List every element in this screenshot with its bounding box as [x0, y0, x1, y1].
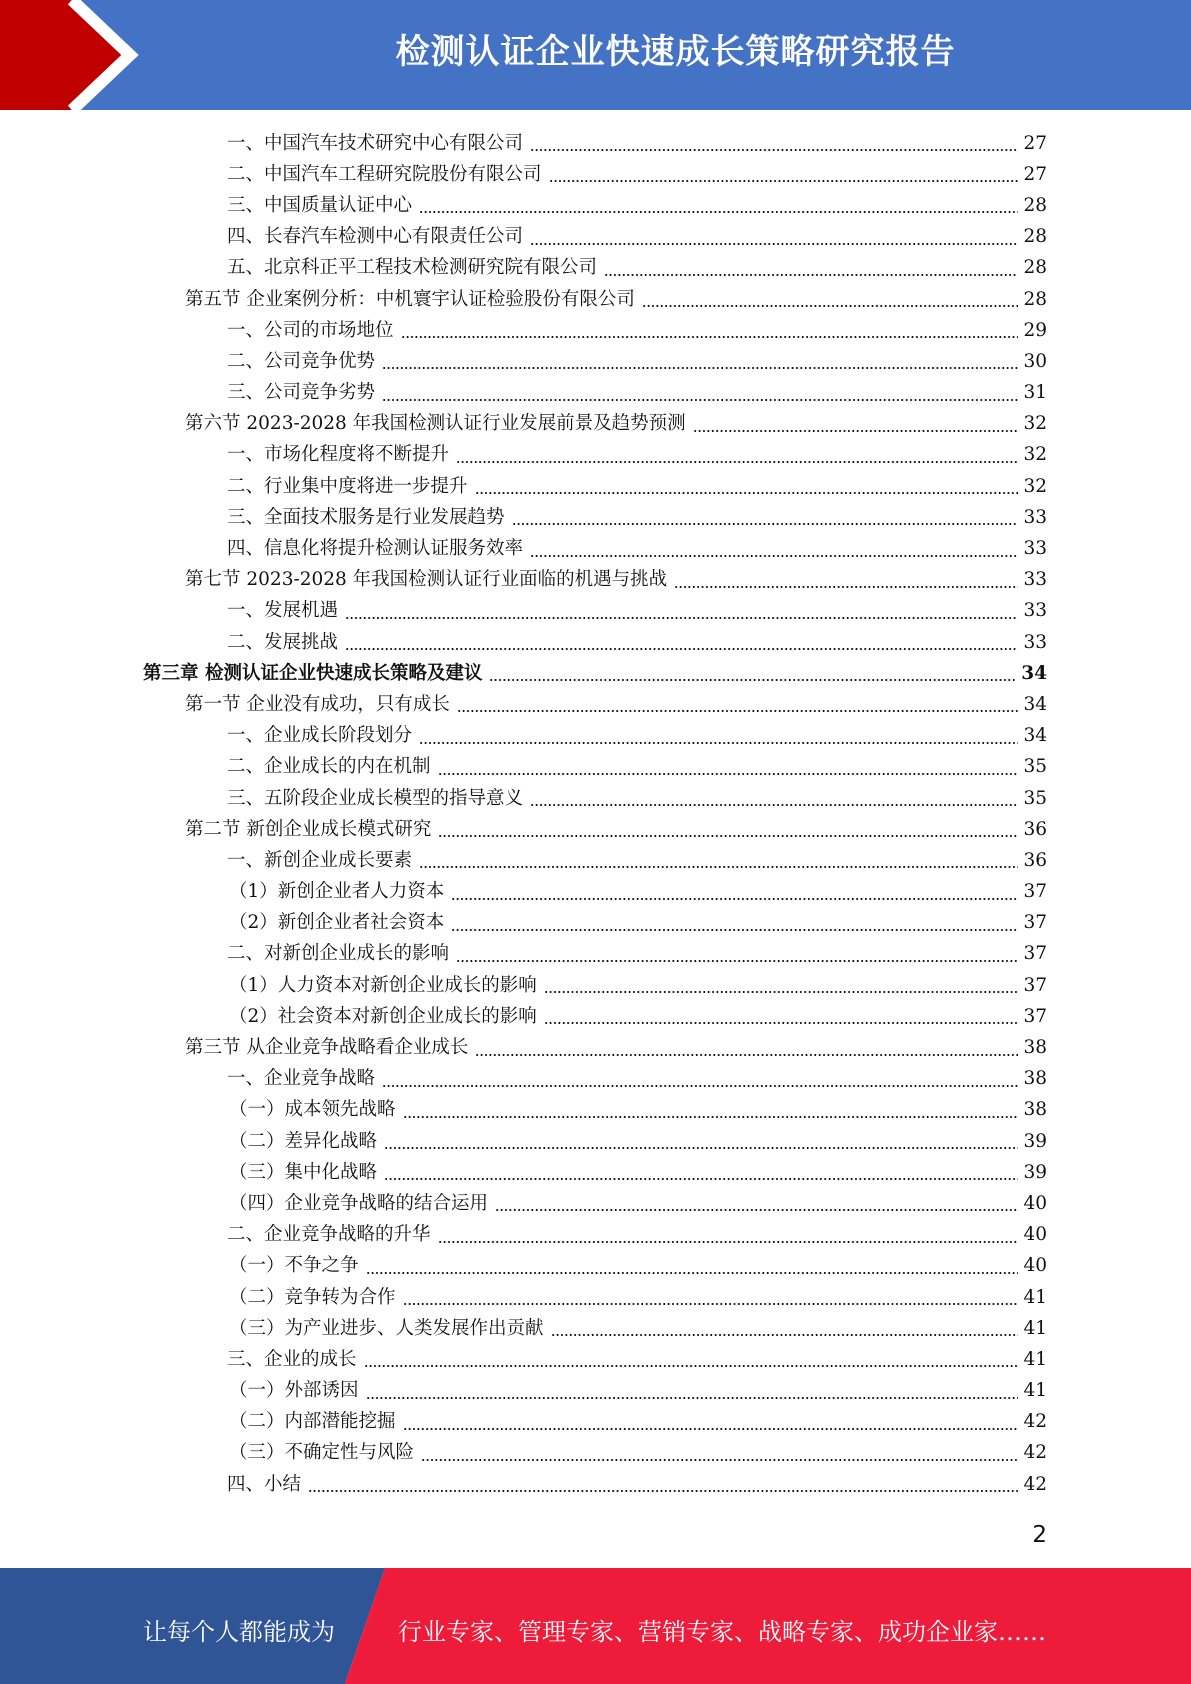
toc-subsection-entry[interactable] — [0, 222, 1191, 253]
dot-leader — [403, 1303, 1019, 1305]
toc-entry-page: 33 — [1023, 506, 1047, 528]
page-number: 2 — [1032, 1522, 1047, 1548]
toc-entry-page: 41 — [1023, 1348, 1047, 1370]
toc-entry-title: （三）为产业进步、人类发展作出贡献 — [229, 1318, 548, 1340]
toc-entry-page: 33 — [1023, 631, 1047, 653]
toc-entry-page: 38 — [1023, 1099, 1047, 1121]
dot-leader — [475, 492, 1019, 494]
toc-entry-title: 二、公司竞争优势 — [227, 351, 379, 373]
toc-entry-title: （二）内部潜能挖掘 — [229, 1411, 400, 1433]
toc-subsection-entry[interactable] — [0, 440, 1191, 471]
dot-leader — [438, 1241, 1019, 1243]
dot-leader — [495, 1209, 1018, 1211]
toc-entry-title: 一、公司的市场地位 — [227, 320, 398, 342]
toc-subsection-entry[interactable] — [0, 471, 1191, 502]
toc-section-entry[interactable] — [0, 284, 1191, 315]
toc-subsection-entry[interactable] — [0, 1220, 1191, 1251]
document-title: 检测认证企业快速成长策略研究报告 — [395, 32, 956, 72]
toc-chapter-entry[interactable] — [0, 658, 1191, 689]
dot-leader — [384, 1178, 1018, 1180]
toc-subsection-entry[interactable] — [0, 1188, 1191, 1219]
toc-entry-title: 二、中国汽车工程研究院股份有限公司 — [227, 164, 546, 186]
toc-subsection-entry[interactable] — [0, 1251, 1191, 1282]
toc-entry-title: 五、北京科正平工程技术检测研究院有限公司 — [227, 257, 601, 279]
toc-section-entry[interactable] — [0, 409, 1191, 440]
dot-leader — [364, 1365, 1019, 1367]
toc-entry-title: （二）竞争转为合作 — [229, 1287, 400, 1309]
toc-entry-title: 二、对新创企业成长的影响 — [227, 943, 453, 965]
toc-entry-page: 34 — [1023, 725, 1047, 747]
toc-entry-title: 一、中国汽车技术研究中心有限公司 — [227, 133, 527, 155]
dot-leader — [544, 991, 1019, 993]
toc-subsection-entry[interactable] — [0, 939, 1191, 970]
toc-entry-page: 41 — [1023, 1286, 1047, 1308]
dot-leader — [456, 461, 1018, 463]
toc-entry-page: 35 — [1023, 756, 1047, 778]
toc-entry-page: 37 — [1023, 881, 1047, 903]
toc-subsection-entry[interactable] — [0, 502, 1191, 533]
dot-leader — [345, 648, 1018, 650]
dot-leader — [419, 742, 1018, 744]
dot-leader — [551, 1334, 1019, 1336]
toc-subsection-entry[interactable] — [0, 1001, 1191, 1032]
dot-leader — [530, 804, 1018, 806]
dot-leader — [366, 1272, 1019, 1274]
toc-subsection-entry[interactable] — [0, 1438, 1191, 1469]
dot-leader — [382, 367, 1018, 369]
toc-section-entry[interactable] — [0, 814, 1191, 845]
toc-subsection-entry[interactable] — [0, 1469, 1191, 1500]
toc-entry-page: 37 — [1023, 912, 1047, 934]
toc-entry-title: 三、公司竞争劣势 — [227, 382, 379, 404]
toc-entry-title: （一）外部诱因 — [229, 1380, 363, 1402]
toc-entry-page: 33 — [1023, 538, 1047, 560]
toc-subsection-entry[interactable] — [0, 1282, 1191, 1313]
toc-entry-page: 33 — [1023, 569, 1047, 591]
toc-entry-title: 一、企业成长阶段划分 — [227, 725, 416, 747]
toc-subsection-entry[interactable] — [0, 1126, 1191, 1157]
toc-subsection-entry[interactable] — [0, 908, 1191, 939]
dot-leader — [419, 211, 1018, 213]
toc-subsection-entry[interactable] — [0, 378, 1191, 409]
toc-entry-page: 40 — [1023, 1255, 1047, 1277]
toc-entry-page: 32 — [1023, 475, 1047, 497]
toc-entry-title: 二、发展挑战 — [227, 632, 342, 654]
toc-entry-page: 34 — [1023, 693, 1047, 715]
dot-leader — [403, 1428, 1019, 1430]
dot-leader — [549, 180, 1019, 182]
dot-leader — [382, 399, 1018, 401]
toc-entry-page: 28 — [1023, 288, 1047, 310]
dot-leader — [489, 679, 1016, 681]
dot-leader — [345, 617, 1018, 619]
toc-subsection-entry[interactable] — [0, 1407, 1191, 1438]
toc-subsection-entry[interactable] — [0, 877, 1191, 908]
toc-entry-page: 39 — [1023, 1130, 1047, 1152]
toc-subsection-entry[interactable] — [0, 190, 1191, 221]
toc-entry-title: （二）差异化战略 — [229, 1131, 381, 1153]
toc-entry-page: 33 — [1023, 600, 1047, 622]
dot-leader — [456, 960, 1018, 962]
toc-entry-title: 二、企业成长的内在机制 — [227, 756, 435, 778]
toc-entry-title: 一、发展机遇 — [227, 600, 342, 622]
dot-leader — [438, 835, 1018, 837]
toc-entry-title: （一）成本领先战略 — [229, 1099, 400, 1121]
toc-subsection-entry[interactable] — [0, 159, 1191, 190]
toc-section-entry[interactable] — [0, 565, 1191, 596]
toc-entry-title: 三、五阶段企业成长模型的指导意义 — [227, 788, 527, 810]
toc-subsection-entry[interactable] — [0, 752, 1191, 783]
toc-subsection-entry[interactable] — [0, 627, 1191, 658]
toc-entry-page: 39 — [1023, 1161, 1047, 1183]
toc-entry-title: 第二节 新创企业成长模式研究 — [185, 819, 435, 841]
toc-entry-page: 30 — [1023, 350, 1047, 372]
toc-entry-title: 四、信息化将提升检测认证服务效率 — [227, 538, 527, 560]
dot-leader — [693, 430, 1019, 432]
toc-subsection-entry[interactable] — [0, 1376, 1191, 1407]
dot-leader — [419, 866, 1018, 868]
dot-leader — [544, 1022, 1019, 1024]
toc-entry-page: 31 — [1023, 382, 1047, 404]
toc-entry-page: 27 — [1023, 163, 1047, 185]
dot-leader — [604, 274, 1018, 276]
toc-entry-title: （1）人力资本对新创企业成长的影响 — [229, 975, 541, 997]
toc-entry-title: （三）不确定性与风险 — [229, 1442, 418, 1464]
toc-entry-page: 37 — [1023, 943, 1047, 965]
toc-entry-title: 一、新创企业成长要素 — [227, 850, 416, 872]
toc-entry-title: 第三章 检测认证企业快速成长策略及建议 — [143, 663, 486, 685]
dot-leader — [451, 898, 1018, 900]
toc-entry-page: 40 — [1023, 1224, 1047, 1246]
page-footer — [0, 1568, 1191, 1684]
toc-entry-title: （四）企业竞争战略的结合运用 — [229, 1193, 492, 1215]
toc-entry-page: 32 — [1023, 413, 1047, 435]
toc-entry-title: （2）社会资本对新创企业成长的影响 — [229, 1006, 541, 1028]
dot-leader — [421, 1459, 1018, 1461]
dot-leader — [384, 1147, 1018, 1149]
toc-entry-title: 三、企业的成长 — [227, 1349, 361, 1371]
toc-entry-page: 28 — [1023, 226, 1047, 248]
dot-leader — [530, 243, 1018, 245]
toc-entry-title: 四、小结 — [227, 1474, 305, 1496]
dot-leader — [457, 710, 1019, 712]
toc-entry-page: 27 — [1023, 132, 1047, 154]
toc-entry-page: 34 — [1021, 662, 1047, 684]
toc-entry-page: 41 — [1023, 1317, 1047, 1339]
dot-leader — [403, 1116, 1019, 1118]
toc-subsection-entry[interactable] — [0, 1344, 1191, 1375]
toc-entry-page: 38 — [1023, 1037, 1047, 1059]
toc-entry-page: 28 — [1023, 194, 1047, 216]
dot-leader — [401, 336, 1019, 338]
toc-entry-page: 28 — [1023, 257, 1047, 279]
toc-entry-title: 一、企业竞争战略 — [227, 1068, 379, 1090]
toc-entry-title: （三）集中化战略 — [229, 1162, 381, 1184]
toc-entry-title: 第一节 企业没有成功，只有成长 — [185, 694, 454, 716]
toc-entry-page: 36 — [1023, 818, 1047, 840]
toc-subsection-entry[interactable] — [0, 346, 1191, 377]
dot-leader — [438, 773, 1019, 775]
dot-leader — [674, 586, 1018, 588]
dot-leader — [530, 555, 1018, 557]
table-of-contents — [0, 128, 1191, 1500]
toc-entry-title: 四、长春汽车检测中心有限责任公司 — [227, 226, 527, 248]
dot-leader — [308, 1490, 1018, 1492]
toc-entry-title: （1）新创企业者人力资本 — [229, 881, 448, 903]
toc-entry-title: 二、行业集中度将进一步提升 — [227, 476, 472, 498]
toc-subsection-entry[interactable] — [0, 315, 1191, 346]
dot-leader — [366, 1397, 1019, 1399]
toc-subsection-entry[interactable] — [0, 1095, 1191, 1126]
toc-entry-title: 第三节 从企业竞争战略看企业成长 — [185, 1037, 472, 1059]
footer-slogan-right: 行业专家、管理专家、营销专家、战略专家、成功企业家…… — [398, 1618, 1046, 1646]
toc-subsection-entry[interactable] — [0, 596, 1191, 627]
footer-slogan-left: 让每个人都能成为 — [143, 1618, 335, 1646]
toc-subsection-entry[interactable] — [0, 783, 1191, 814]
toc-entry-title: 三、全面技术服务是行业发展趋势 — [227, 507, 509, 529]
toc-section-entry[interactable] — [0, 689, 1191, 720]
toc-entry-title: 二、企业竞争战略的升华 — [227, 1224, 435, 1246]
dot-leader — [642, 305, 1019, 307]
toc-entry-page: 42 — [1023, 1442, 1047, 1464]
toc-entry-title: （2）新创企业者社会资本 — [229, 912, 448, 934]
toc-entry-page: 38 — [1023, 1068, 1047, 1090]
toc-entry-page: 40 — [1023, 1192, 1047, 1214]
toc-entry-title: 第七节 2023-2028 年我国检测认证行业面临的机遇与挑战 — [185, 569, 671, 591]
toc-entry-page: 32 — [1023, 444, 1047, 466]
toc-subsection-entry[interactable] — [0, 533, 1191, 564]
toc-entry-page: 37 — [1023, 1005, 1047, 1027]
toc-subsection-entry[interactable] — [0, 1157, 1191, 1188]
toc-entry-title: 第五节 企业案例分析：中机寰宇认证检验股份有限公司 — [185, 289, 639, 311]
red-arrow-decoration — [0, 0, 160, 110]
toc-subsection-entry[interactable] — [0, 253, 1191, 284]
toc-entry-page: 42 — [1023, 1473, 1047, 1495]
dot-leader — [512, 523, 1019, 525]
toc-entry-title: 一、市场化程度将不断提升 — [227, 444, 453, 466]
toc-entry-page: 41 — [1023, 1380, 1047, 1402]
toc-subsection-entry[interactable] — [0, 970, 1191, 1001]
page-header — [0, 0, 1191, 110]
toc-subsection-entry[interactable] — [0, 128, 1191, 159]
toc-subsection-entry[interactable] — [0, 1313, 1191, 1344]
dot-leader — [475, 1054, 1018, 1056]
toc-entry-page: 29 — [1023, 319, 1047, 341]
toc-entry-page: 36 — [1023, 849, 1047, 871]
toc-subsection-entry[interactable] — [0, 721, 1191, 752]
dot-leader — [530, 149, 1018, 151]
toc-section-entry[interactable] — [0, 1032, 1191, 1063]
toc-entry-page: 42 — [1023, 1411, 1047, 1433]
toc-entry-title: （一）不争之争 — [229, 1255, 363, 1277]
toc-entry-page: 37 — [1023, 974, 1047, 996]
toc-entry-page: 35 — [1023, 787, 1047, 809]
toc-entry-title: 三、中国质量认证中心 — [227, 195, 416, 217]
toc-subsection-entry[interactable] — [0, 1064, 1191, 1095]
toc-subsection-entry[interactable] — [0, 845, 1191, 876]
toc-entry-title: 第六节 2023-2028 年我国检测认证行业发展前景及趋势预测 — [185, 413, 690, 435]
dot-leader — [382, 1085, 1018, 1087]
dot-leader — [451, 929, 1018, 931]
